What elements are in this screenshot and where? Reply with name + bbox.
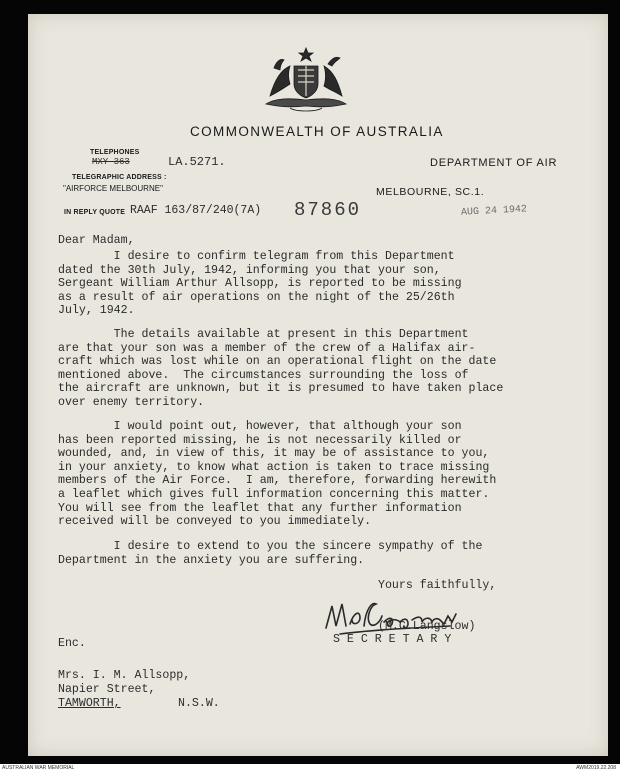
footer-right: AWM2019.22.208 [576,765,616,771]
footer-left: AUSTRALIAN WAR MEMORIAL [2,765,75,771]
file-number-stamp: 87860 [294,199,362,221]
closing: Yours faithfully, [378,579,497,592]
addressee-town: TAMWORTH, [58,697,121,710]
addressee-street: Napier Street, [58,683,156,696]
addressee-state: N.S.W. [178,697,220,710]
paragraph-telegram: I desire to confirm telegram from this Department dated the 30th July, 1942, informing you that your son, Sergeant William Arthur Allsopp, is reported to be missing as a result of air operations on the night of the 25/26th July, 1942. [58,250,462,318]
signatory-name: (M.C.Langslow) [378,620,476,633]
telegraphic-address: "AIRFORCE MELBOURNE" [63,184,163,193]
letter-page [28,14,608,756]
coat-of-arms-crest [260,46,352,118]
addressee-name: Mrs. I. M. Allsopp, [58,669,191,682]
enclosure-note: Enc. [58,637,86,650]
paragraph-details: The details available at present in this Department are that your son was a member of the crew of a Halifax air- craft which was lost while on an operational flight on the date mentioned above. The circumstances surrounding the loss of the aircraft are unknown, but it is presumed to have taken place over enemy territory. [58,328,504,409]
telephones-number: LA.5271. [168,155,226,169]
department-name: DEPARTMENT OF AIR [430,157,558,169]
city-address: MELBOURNE, SC.1. [376,186,485,198]
paragraph-sympathy: I desire to extend to you the sincere sympathy of the Department in the anxiety you are suffering. [58,540,483,567]
date-stamp: AUG 24 1942 [460,204,528,219]
reply-quote-reference: RAAF 163/87/240(7A) [130,204,262,217]
paragraph-action: I would point out, however, that although your son has been reported missing, he is not necessarily killed or wounded, and, in view of this, it may be of assistance to you, in your anxiety, to know what action is taken to trace missing members of the Air Force. I am, therefore, forwarding herewith a leaflet which gives full information concerning this matter. You will see from the leaflet that any further information received will be conveyed to you immediately. [58,420,497,529]
salutation: Dear Madam, [58,234,135,247]
telephones-struck-number: MXY 363 [92,157,130,167]
telegraphic-label: TELEGRAPHIC ADDRESS : [72,174,167,181]
telephones-label: TELEPHONES [90,149,140,156]
reply-quote-label: IN REPLY QUOTE [64,209,126,216]
signatory-title: S E C R E T A R Y [333,633,452,646]
organisation-name: COMMONWEALTH OF AUSTRALIA [190,124,444,139]
